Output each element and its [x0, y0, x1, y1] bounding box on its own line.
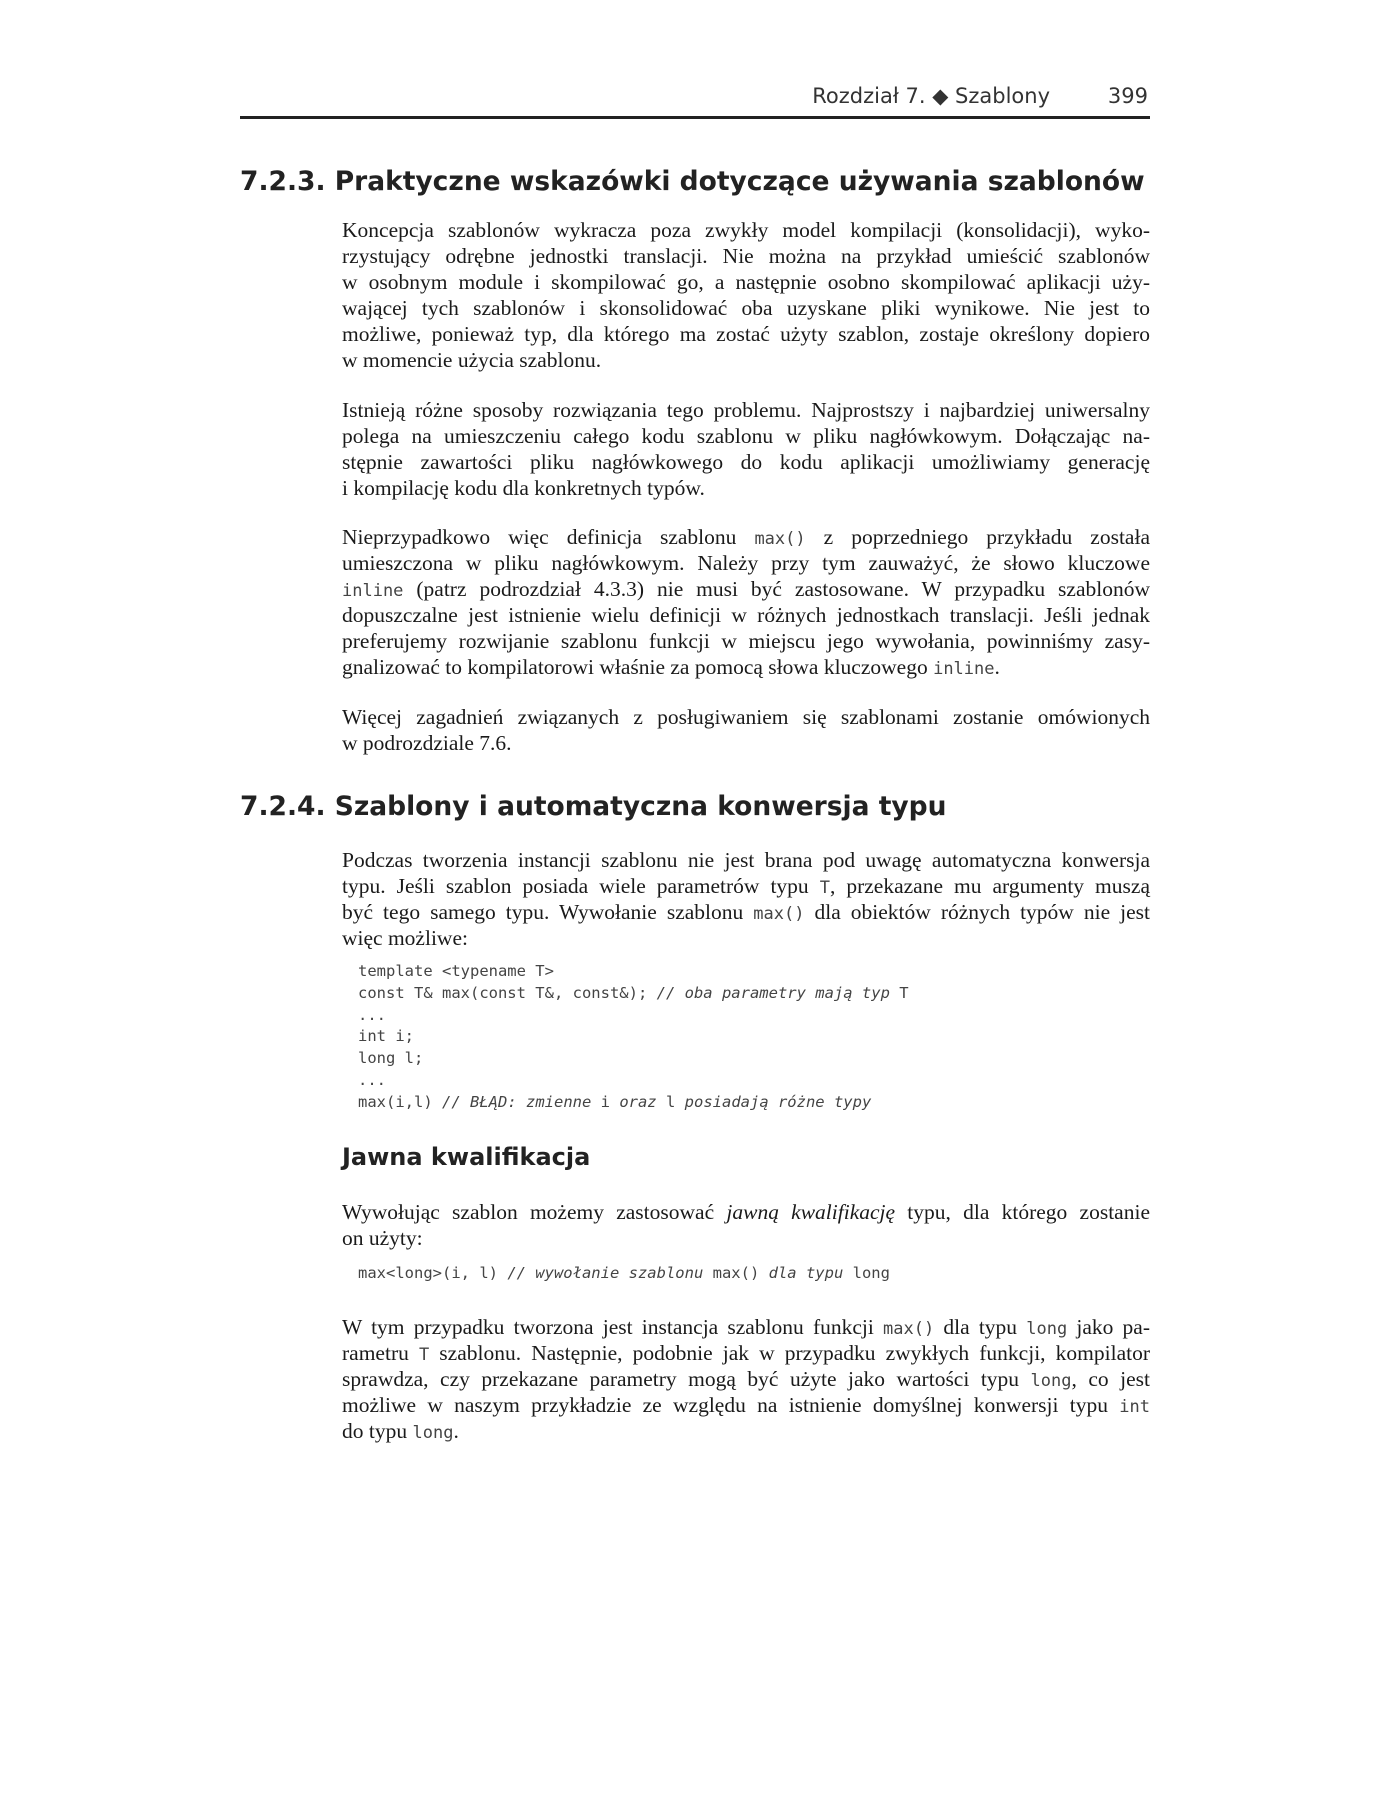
text-line: dopuszczalne jest istnienie wielu definicji w różnych jednostkach translacji. Jeśli jednak	[342, 603, 1150, 627]
text-fragment: typu. Jeśli szablon posiada wiele parametrów typu	[342, 874, 820, 898]
text-line: Więcej zagadnień związanych z posługiwaniem się szablonami zostanie omówionych	[342, 705, 1150, 729]
text-line: i kompilację kodu dla konkretnych typów.	[342, 476, 705, 500]
code-line: long l;	[358, 1049, 424, 1068]
text-fragment: gnalizować to kompilatorowi właśnie za pomocą słowa kluczowego	[342, 655, 934, 679]
inline-code: max()	[754, 529, 806, 549]
code-line: ...	[358, 1005, 386, 1024]
text-line: wającej tych szablonów i skonsolidować oba uzyskane pliki wynikowe. Nie jest to	[342, 296, 1150, 320]
text-line: możliwe, ponieważ typ, dla którego ma zostać użyty szablon, zostaje określony dopiero	[342, 322, 1150, 346]
code-comment: oraz	[609, 1092, 666, 1111]
text-line	[342, 1392, 1150, 1418]
text-line: w osobnym module i skompilować go, a następnie osobno skompilować aplikacji uży-	[342, 270, 1150, 294]
text-line	[342, 1418, 1150, 1444]
text-fragment: szablonu. Następnie, podobnie jak w przypadku zwykłych funkcji, kompilator	[429, 1341, 1150, 1365]
code-line	[358, 1264, 890, 1282]
code-comment: // BŁĄD: zmienne	[442, 1092, 601, 1111]
inline-code: long	[412, 1423, 454, 1443]
text-fragment: być tego samego typu. Wywołanie szablonu	[342, 900, 754, 924]
text-line	[342, 1340, 1150, 1366]
code-fragment: l	[665, 1092, 676, 1111]
code-comment: // wywołanie szablonu	[507, 1264, 713, 1282]
page-number: 399	[1107, 84, 1148, 108]
paragraph-type-conversion	[342, 847, 1150, 951]
inline-code: max()	[753, 904, 805, 924]
text-fragment: rametru	[342, 1341, 419, 1365]
text-line	[342, 1199, 1150, 1225]
text-fragment: (patrz podrozdział 4.3.3) nie musi być zastosowane. W przypadku szablonów	[403, 577, 1150, 601]
text-line: rzystujący odrębne jednostki translacji. Nie można na przykład umieścić szablonów	[342, 244, 1150, 268]
running-header	[240, 82, 1150, 119]
code-comment: posiadają różne typy	[675, 1092, 872, 1111]
code-comment: dla typu	[759, 1264, 853, 1282]
text-line: on użyty:	[342, 1226, 423, 1250]
code-fragment: T	[899, 983, 909, 1002]
code-listing-max	[358, 961, 909, 1114]
code-fragment: max()	[712, 1264, 760, 1282]
code-listing-explicit	[358, 1263, 890, 1285]
paragraph-instantiation	[342, 1314, 1150, 1444]
text-line: Podczas tworzenia instancji szablonu nie jest brana pod uwagę automatyczna konwersja	[342, 848, 1150, 872]
text-line	[342, 899, 1150, 925]
text-fragment: do typu	[342, 1419, 413, 1443]
text-line	[342, 1314, 1150, 1340]
text-line: w momencie użycia szablonu.	[342, 348, 602, 372]
text-fragment: dla obiektów różnych typów nie jest	[804, 900, 1150, 924]
text-fragment: W tym przypadku tworzona jest instancja szablonu funkcji	[342, 1315, 884, 1339]
text-fragment: typu, dla którego zostanie	[895, 1200, 1150, 1224]
text-line	[342, 1366, 1150, 1392]
code-line: int i;	[358, 1027, 414, 1046]
code-comment: // oba parametry mają typ	[656, 983, 900, 1002]
paragraph-solutions	[342, 397, 1150, 501]
text-fragment: jako pa-	[1067, 1315, 1150, 1339]
code-line: ...	[358, 1070, 386, 1089]
code-fragment: const T& max(const T&, const&);	[358, 983, 657, 1002]
paragraph-see-section	[342, 704, 1150, 756]
text-fragment: z poprzedniego przykładu została	[805, 525, 1150, 549]
text-fragment: możliwe w naszym przykładzie ze względu na istnienie domyślnej konwersji typu	[342, 1393, 1120, 1417]
text-line: w podrozdziale 7.6.	[342, 731, 512, 755]
inline-code: max()	[883, 1319, 935, 1339]
text-line	[342, 873, 1150, 899]
code-fragment: max(i,l)	[358, 1092, 442, 1111]
text-fragment: sprawdza, czy przekazane parametry mogą być użyte jako wartości typu	[342, 1367, 1031, 1391]
inline-code: inline	[933, 659, 995, 679]
paragraph-inline-keyword	[342, 524, 1150, 680]
text-line	[342, 524, 1150, 550]
code-fragment: long	[852, 1264, 890, 1282]
text-line: preferujemy rozwijanie szablonu funkcji w miejscu jego wywołania, powinniśmy zasy-	[342, 629, 1150, 653]
text-fragment: dla typu	[934, 1315, 1027, 1339]
emphasis-term: jawną kwalifikację	[726, 1200, 896, 1224]
text-fragment: Nieprzypadkowo więc definicja szablonu	[342, 525, 755, 549]
code-fragment: max<long>(i, l)	[358, 1264, 508, 1282]
paragraph-explicit-qualification	[342, 1199, 1150, 1251]
paragraph-templates-compilation	[342, 217, 1150, 373]
text-line: Koncepcja szablonów wykracza poza zwykły model kompilacji (konsolidacji), wyko-	[342, 218, 1150, 242]
subsection-heading-explicit-qualification: Jawna kwalifikacja	[342, 1143, 591, 1171]
code-line	[358, 984, 909, 1002]
text-line: umieszczona w pliku nagłówkowym. Należy przy tym zauważyć, że słowo kluczowe	[342, 551, 1150, 575]
text-fragment: , przekazane mu argumenty muszą	[829, 874, 1150, 898]
text-line: polega na umieszczeniu całego kodu szablonu w pliku nagłówkowym. Dołączając na-	[342, 424, 1150, 448]
text-line: Istnieją różne sposoby rozwiązania tego problemu. Najprostszy i najbardziej uniwersalny	[342, 398, 1150, 422]
code-line: template <typename T>	[358, 962, 554, 980]
text-fragment: .	[994, 655, 1000, 679]
section-heading-7-2-3: 7.2.3. Praktyczne wskazówki dotyczące używania szablonów	[240, 166, 1145, 197]
text-line: więc możliwe:	[342, 926, 468, 950]
text-fragment: , co jest	[1071, 1367, 1150, 1391]
inline-code: long	[1030, 1371, 1072, 1391]
inline-code: T	[819, 878, 830, 898]
code-line	[358, 1093, 871, 1111]
text-line	[342, 654, 1150, 680]
inline-code: long	[1026, 1319, 1068, 1339]
text-fragment: .	[453, 1419, 459, 1443]
text-line	[342, 576, 1150, 602]
inline-code: T	[418, 1345, 430, 1365]
text-line: stępnie zawartości pliku nagłówkowego do kodu aplikacji umożliwiamy generację	[342, 450, 1150, 474]
inline-code: int	[1119, 1397, 1150, 1417]
chapter-title: Rozdział 7. ◆ Szablony	[812, 84, 1050, 108]
inline-code: inline	[342, 581, 404, 601]
text-fragment: Wywołując szablon możemy zastosować	[342, 1200, 727, 1224]
code-fragment: i	[600, 1092, 610, 1111]
section-heading-7-2-4: 7.2.4. Szablony i automatyczna konwersja typu	[240, 791, 947, 822]
